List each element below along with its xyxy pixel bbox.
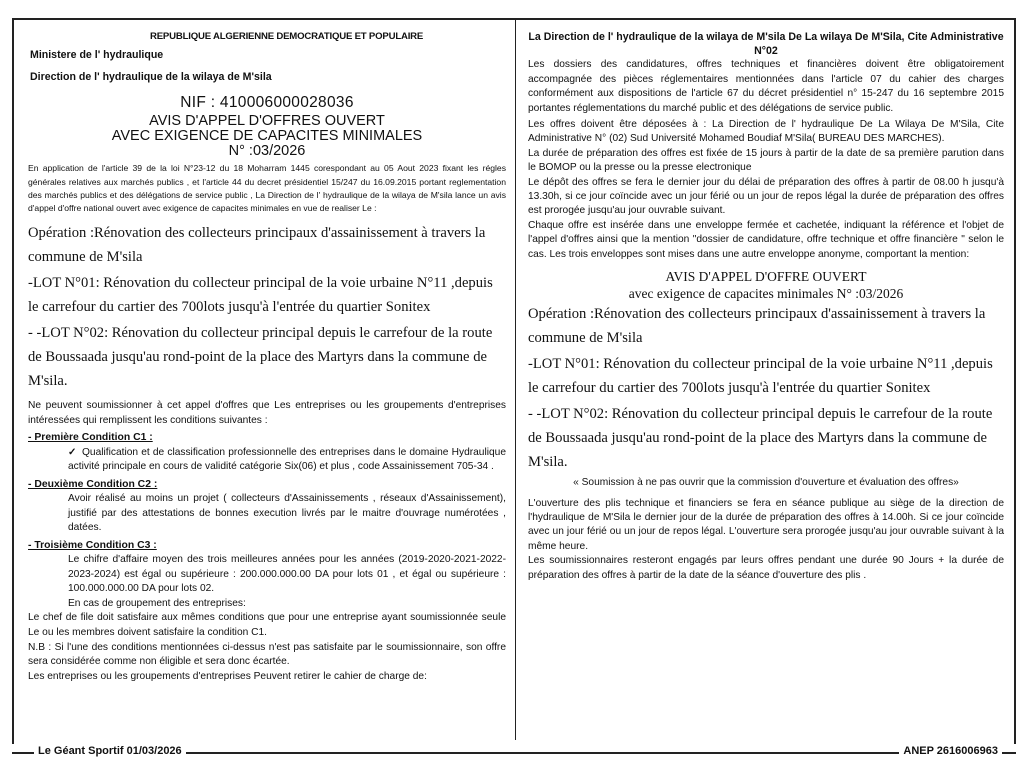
footer-publication: Le Géant Sportif 01/03/2026 <box>34 745 186 757</box>
avis-title-line2: avec exigence de capacites minimales N° :03/2026 <box>628 286 904 302</box>
group-case-text: Le chef de file doit satisfaire aux mêmes conditions que pour une entreprise ayant soumissionnée seule Le ou les membres doivent satisfaire la condition C1. <box>28 612 506 638</box>
right-column <box>528 24 1004 583</box>
address-heading: La Direction de l' hydraulique de la wilaya de M'sila De La wilaya De M'Sila, Cite Administrative N°02 <box>528 31 1004 58</box>
condition-2-heading: - Deuxième Condition C2 : <box>28 478 158 490</box>
ministry-line: Ministere de l' hydraulique <box>30 49 164 62</box>
frame-left-border <box>12 18 14 744</box>
lot-1-description-repeat: -LOT N°01: Rénovation du collecteur principal de la voie urbaine N°11 ,depuis le carrefour du cartier des 700lots jusqu'à l'entrée du quartier Sonitex <box>528 356 993 397</box>
footer-anep-reference: ANEP 2616006963 <box>899 745 1002 757</box>
condition-3-text: Le chifre d'affaire moyen des trois meilleures années pour les années (2019-2020-2021-2022-2023-2024) est égal ou supérieure : 200.000.000.00 DA pour lots 01 , et égal ou supérieure : 100.000.000.00 DA pour lots 02. <box>68 554 506 595</box>
condition-2-text: Avoir réalisé au moins un projet ( collecteurs d'Assainissements , réseaux d'Assainissement), justifié par des attestations de bonnes execution livrés par le maitre d'ouvrage numérotées , datées. <box>68 493 506 534</box>
notice-title-line1: AVIS D'APPEL D'OFFRES OUVERT <box>149 112 385 129</box>
column-divider <box>515 18 516 740</box>
operation-title: Opération :Rénovation des collecteurs principaux d'assainissement à travers la commune de M'sila <box>28 225 486 266</box>
nif-number: NIF : 410006000028036 <box>180 93 354 111</box>
condition-1-text: Qualification et de classification professionnelle des entreprises dans le domaine Hydraulique activité principale en cours de validité catégorie Six(06) et plus , code Assainissement 705-34 . <box>68 446 506 473</box>
condition-1-heading: - Première Condition C1 : <box>28 432 153 444</box>
duration-paragraph: La durée de préparation des offres est fixée de 15 jours à partir de la date de sa première parution dans le BOMOP ou la presse ou la presse electronique <box>528 147 1004 174</box>
operation-title-repeat: Opération :Rénovation des collecteurs principaux d'assainissement à travers la commune de M'sila <box>528 306 986 347</box>
notice-number: N° :03/2026 <box>228 143 306 160</box>
condition-3-heading: - Troisième Condition C3 : <box>28 539 157 551</box>
validity-paragraph: Les soumissionnaires resteront engagés par leurs offres pendant une durée 90 Jours + la durée de préparation des offres à partir de la date de la séance d'ouverture des plis . <box>528 555 1004 581</box>
submission-notice: « Soumission à ne pas ouvrir que la commission d'ouverture et évaluation des offres» <box>573 477 959 489</box>
checkmark-icon: ✓ <box>68 446 77 458</box>
deadline-paragraph: Le dépôt des offres se fera le dernier jour du délai de préparation des offres à partir de 08.00 h jusqu'à 13.30h, si ce jour coïncide avec un jour férié ou un jour de repos légal la durée de préparation des offres est prorogée jusqu'au jour ouvrable suivant. <box>528 176 1004 217</box>
country-header: REPUBLIQUE ALGERIENNE DEMOCRATIQUE ET POPULAIRE <box>150 31 424 42</box>
direction-line: Direction de l' hydraulique de la wilaya de M'sila <box>30 71 272 84</box>
frame-top-border <box>12 18 1016 20</box>
group-case-heading: En cas de groupement des entreprises: <box>68 597 246 609</box>
eligibility-paragraph: Ne peuvent soumissionner à cet appel d'offres que Les entreprises ou les groupements d'entreprises intéressées qui remplissent les conditions suivantes : <box>28 400 506 426</box>
left-column <box>28 24 506 684</box>
withdraw-specifications: Les entreprises ou les groupements d'entreprises Peuvent retirer le cahier de charge de: <box>28 670 427 682</box>
avis-title-line1: AVIS D'APPEL D'OFFRE OUVERT <box>665 269 867 285</box>
intro-paragraph: En application de l'article 39 de la loi N°23-12 du 18 Moharram 1445 corespondant au 05 Aout 2023 fixant les régles générales relatives aux marchés publics , et l'article 44 du decret présidentiel 15/247 du 16.09.2015 portant reglementation des marchés publics et des délégations de service public , La Direction de l' hydraulique de la wilaya de M'sila lance un avis d'appel d'offre national ouvert avec exigence de capacites minimales en vue de realiser Le : <box>28 163 506 214</box>
nb-note: N.B : Si l'une des conditions mentionnées ci-dessus n'est pas satisfaite par le soumissionnaire, son offre sera considérée comme non éligible et sera donc écartée. <box>28 641 506 668</box>
lot-1-description: -LOT N°01: Rénovation du collecteur principal de la voie urbaine N°11 ,depuis le carrefour du cartier des 700lots jusqu'à l'entrée du quartier Sonitex <box>28 275 493 316</box>
dossiers-paragraph: Les dossiers des candidatures, offres techniques et financières doivent être obligatoirement accompagnée des pièces réglementaires mentionnées dans l'article 07 du cahier des charges conformément aux dispositions de l'article 67 du décret présidentiel n° 15-247 du 16 septembre 2015 portantes réglementations du marché public et des délégations de service public. <box>528 59 1004 114</box>
deposit-paragraph: Les offres doivent être déposées à : La Direction de l' hydraulique De La Wilaya De M'Sila, Cite Administrative N° (02) Sud Université Mohamed Boudiaf M'Sila( BUREAU DES MARCHES). <box>528 119 1004 145</box>
frame-right-border <box>1014 18 1016 744</box>
notice-title-line2: AVEC EXIGENCE DE CAPACITES MINIMALES <box>111 128 423 145</box>
condition-1-body <box>28 446 506 475</box>
lot-2-description: - -LOT N°02: Rénovation du collecteur principal depuis le carrefour de la route de Boussaada jusqu'au rond-point de la place des Martyrs dans la commune de M'sila. <box>28 325 493 390</box>
opening-paragraph: L'ouverture des plis technique et financiers se fera en séance publique au siège de la direction de l'hydraulique de M'Sila le dernier jour de la durée de préparation des offres à 14.00h. Si ce jour coïncide avec un jour férié ou un jour de repos légal. L'ouverture sera prorogée jusqu'au jour ouvrable suivant à la même heure. <box>528 497 1004 552</box>
envelope-paragraph: Chaque offre est insérée dans une enveloppe fermée et cachetée, indiquant la référence et l'objet de l'appel d'offres ainsi que la mention "dossier de candidature, offre technique et offre financière " selon le cas. Les trois enveloppes sont mises dans une autre enveloppe anonyme, comportant la mention: <box>528 219 1004 260</box>
lot-2-description-repeat: - -LOT N°02: Rénovation du collecteur principal depuis le carrefour de la route de Boussaada jusqu'au rond-point de la place des Martyrs dans la commune de M'sila. <box>528 406 993 471</box>
